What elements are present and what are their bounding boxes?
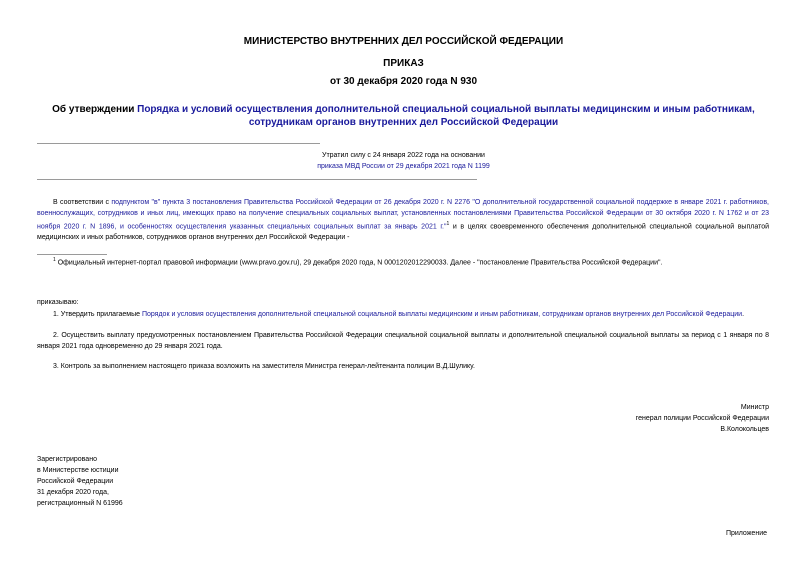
order-item-3: 3. Контроль за выполнением настоящего приказа возложить на заместителя Министра генерал-лейтенанта полиции В.Д.Шулику.	[53, 363, 475, 370]
divider	[37, 179, 477, 180]
procedure-link[interactable]: Порядок и условия осуществления дополнительной специальной социальной выплаты медицинским и иным работникам, сотрудникам органов внутренних дел Российской Федерации	[141, 311, 743, 318]
ministry-heading: МИНИСТЕРСТВО ВНУТРЕННИХ ДЕЛ РОССИЙСКОЙ ФЕДЕРАЦИИ	[243, 36, 564, 47]
signature-name: В.Колокольцев	[720, 426, 769, 433]
signature-block	[636, 402, 769, 435]
item-text: .	[742, 311, 745, 318]
title-prefix: Об утверждении	[52, 104, 138, 115]
divider	[37, 143, 320, 144]
status-line: Утратил силу с 24 января 2022 года на основании	[322, 152, 485, 159]
preamble-paragraph	[37, 197, 769, 243]
appendix-label: Приложение	[725, 530, 767, 537]
registration-line: Зарегистрировано	[37, 456, 97, 463]
footnote-text: Официальный интернет-портал правовой информации (www.pravo.gov.ru), 29 декабря 2020 года, N 0001202012290033. Далее - "постановление Правительства Российской Федерации".	[55, 259, 663, 267]
footnote-marker: 1	[53, 257, 56, 263]
order-item-1	[37, 309, 772, 320]
item-text: 1. Утвердить прилагаемые	[53, 311, 142, 318]
document-date-number: от 30 декабря 2020 года N 930	[329, 76, 478, 87]
repeal-order-link[interactable]: приказа МВД России от 29 декабря 2021 года N 1199	[317, 163, 490, 170]
registration-block	[37, 454, 123, 509]
footnote	[53, 255, 773, 268]
signature-position: Министр	[740, 404, 769, 411]
order-item-2: 2. Осуществить выплату предусмотренных постановлением Правительства Российской Федерации специальной социальной выплаты и дополнительной специальной социальной выплаты за период с 1 января по 8 января 2021 года одновременно до 29 января 2021 года.	[37, 332, 769, 350]
title-link[interactable]: Порядка и условий осуществления дополнительной специальной социальной выплаты медицинским и иным работникам, сотрудникам органов внутренних дел Российской Федерации	[137, 104, 755, 128]
preamble-text: и в целях своевременного обеспечения дополнительной специальной социальной выплатой медицинских и иных работников, сотрудников органов внутренних дел Российской Федерации -	[37, 223, 770, 242]
document-type: ПРИКАЗ	[383, 58, 424, 69]
preamble-text: В соответствии с	[53, 199, 112, 206]
footnote-reference: 1	[446, 221, 450, 227]
registration-line: в Министерстве юстиции	[37, 467, 119, 474]
registration-line: 31 декабря 2020 года,	[37, 489, 109, 496]
government-decree-link[interactable]: подпунктом "в" пункта 3 постановления Правительства Российской Федерации от 26 декабря 2020 г. N 2276 "О дополнительной государственной социальной поддержке в январе 2021 г. работников, военнослужащих, сотрудников и иных лиц, имеющих право на получение специальных социальных выплат, установленных постановлениями Правительства Российской Федерации от 30 октября 2020 г. N 1762 и от 23 ноября 2020 г. N 1896, и особенностях осуществления указанных специальных социальных выплат за январь 2021 г."	[37, 199, 769, 231]
signature-rank: генерал полиции Российской Федерации	[635, 415, 769, 422]
registration-line: регистрационный N 61996	[37, 500, 123, 507]
order-intro: приказываю:	[37, 299, 79, 306]
document-title	[30, 103, 777, 129]
registration-line: Российской Федерации	[37, 478, 114, 485]
